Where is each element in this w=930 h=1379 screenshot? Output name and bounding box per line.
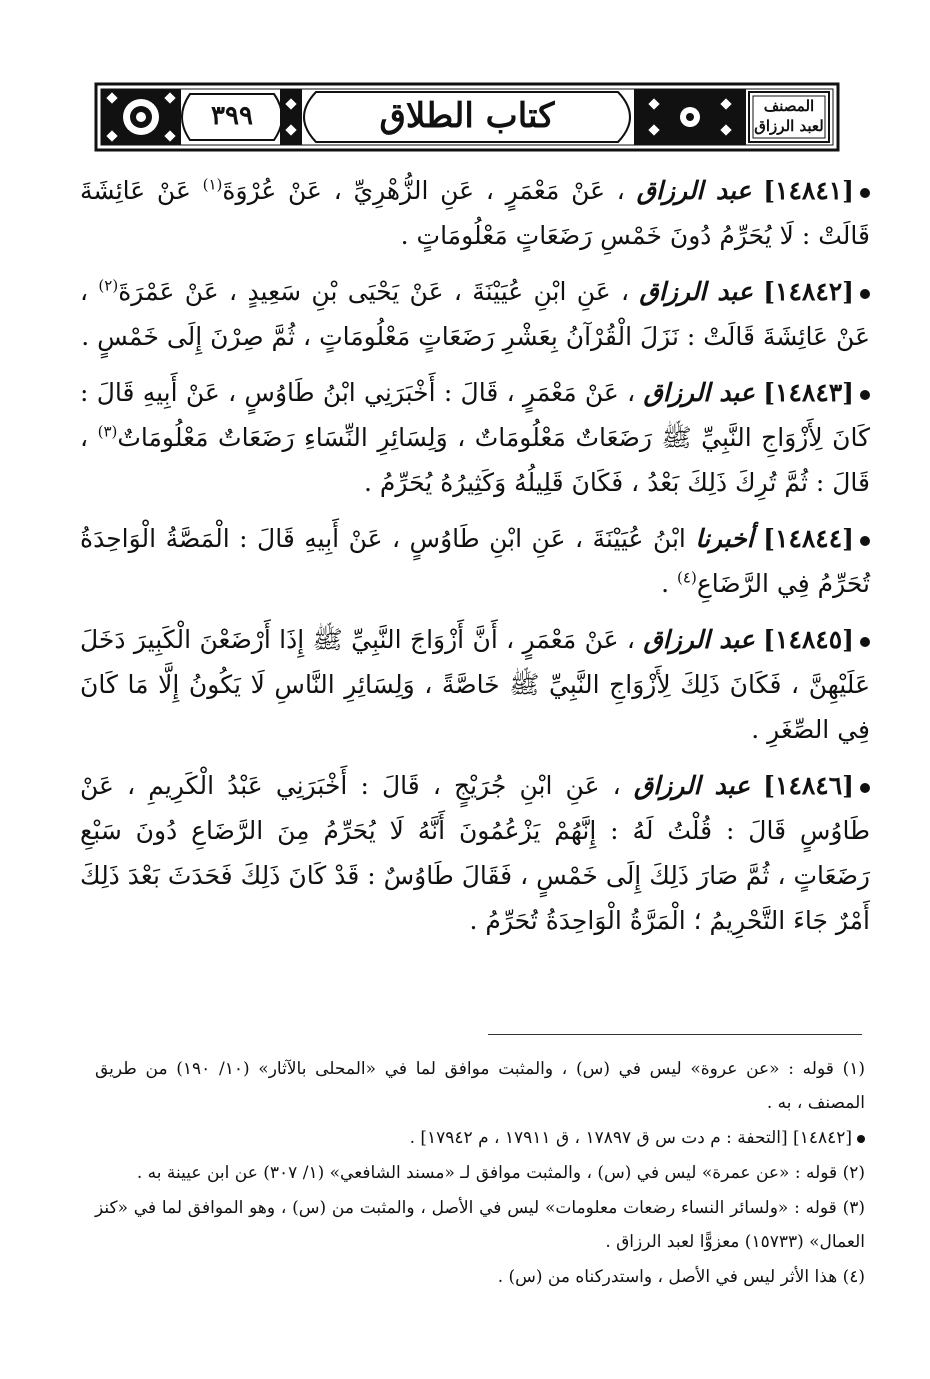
narrator-label: أخبرنا	[695, 524, 754, 553]
footnote	[95, 1260, 865, 1294]
bullet-icon	[857, 1135, 865, 1143]
footnote-cross-reference	[95, 1121, 865, 1155]
narrator-label: عبد الرزاق	[643, 625, 755, 654]
hadith-entry	[80, 763, 870, 943]
footnote-ref: (٣)	[97, 422, 118, 441]
hadith-text: ، عَنْ مَعْمَرٍ ، عَنِ الزُّهْرِيِّ ، عَنْ عُرْوَةَ	[222, 176, 637, 205]
footnote	[95, 1052, 865, 1120]
footnote-text: (٤) هذا الأثر ليس في الأصل ، واستدركناه من (س) .	[497, 1267, 865, 1287]
footnote-text: [١٤٨٤٢] [التحفة : م دت س ق ١٧٨٩٧ ، ق ١٧٩١١ ، م ١٧٩٤٢] .	[409, 1128, 852, 1148]
footnote-text: (١) قوله : «عن عروة» ليس في (س) ، والمثبت موافق لما في «المحلى بالآثار» (١٠/ ١٩٠) من طريق المصنف ، به .	[95, 1059, 865, 1113]
hadith-text: ، عَنِ ابْنِ عُيَيْنَةَ ، عَنْ يَحْيَى بْنِ سَعِيدٍ ، عَنْ عَمْرَةَ	[118, 277, 640, 306]
footnote-text: (٣) قوله : «ولسائر النساء رضعات معلومات» ليس في الأصل ، والمثبت من (س) ، وهو الموافق لما في «كنز العمال» (١٥٧٣٣) معزوًّا لعبد الرزاق .	[95, 1198, 865, 1252]
hadith-text-continued: .	[661, 569, 678, 598]
hadith-number: [١٤٨٤٤]	[763, 524, 854, 553]
bullet-icon	[860, 289, 870, 299]
narrator-label: عبد الرزاق	[636, 176, 752, 205]
narrator-label: عبد الرزاق	[639, 277, 753, 306]
hadith-text: ، عَنْ مَعْمَرٍ ، أَنَّ أَزْوَاجَ النَّبِيِّ ﷺ إِذَا أَرْضَعْنَ الْكَبِيرَ دَخَلَ عَلَيْهِنَّ ، فَكَانَ ذَلِكَ لِأَزْوَاجِ النَّبِيِّ ﷺ خَاصَّةً ، وَلِسَائِرِ النَّاسِ لَا يَكُونُ إِلَّا مَا كَانَ فِي الصِّغَرِ .	[80, 625, 870, 744]
hadith-entry	[80, 370, 870, 505]
bullet-icon	[860, 390, 870, 400]
footnote-divider	[488, 1034, 862, 1035]
footnote-ref: (١)	[202, 175, 223, 194]
hadith-text: ابْنُ عُيَيْنَةَ ، عَنِ ابْنِ طَاوُسٍ ، عَنْ أَبِيهِ قَالَ : الْمَصَّةُ الْوَاحِدَةُ تُحَرِّمُ فِي الرَّضَاعِ	[80, 524, 870, 598]
hadith-number: [١٤٨٤٥]	[763, 625, 854, 654]
hadith-entry	[80, 617, 870, 752]
footnote-ref: (٢)	[98, 276, 119, 295]
footnotes-section	[95, 1052, 865, 1295]
hadith-text: ، عَنِ ابْنِ جُرَيْجٍ ، قَالَ : أَخْبَرَنِي عَبْدُ الْكَرِيمِ ، عَنْ طَاوُسٍ قَالَ : قُلْتُ لَهُ : إِنَّهُمْ يَزْعُمُونَ أَنَّهُ لَا يُحَرِّمُ مِنَ الرَّضَاعِ دُونَ سَبْعِ رَضَعَاتٍ ، ثُمَّ صَارَ ذَلِكَ إِلَى خَمْسٍ ، فَقَالَ طَاوُسٌ : قَدْ كَانَ ذَلِكَ فَحَدَثَ بَعْدَ ذَلِكَ أَمْرٌ جَاءَ التَّحْرِيمُ ؛ الْمَرَّةُ الْوَاحِدَةُ تُحَرِّمُ .	[80, 771, 870, 935]
main-text	[80, 168, 870, 954]
hadith-entry	[80, 516, 870, 606]
narrator-label: عبد الرزاق	[633, 771, 751, 800]
hadith-entry	[80, 168, 870, 258]
hadith-text: ، عَنْ مَعْمَرٍ ، قَالَ : أَخْبَرَنِي ابْنُ طَاوُسٍ ، عَنْ أَبِيهِ قَالَ : كَانَ لِأَزْوَاجِ النَّبِيِّ ﷺ رَضَعَاتٌ مَعْلُومَاتٌ ، وَلِسَائِرِ النِّسَاءِ رَضَعَاتٌ مَعْلُومَاتٌ	[80, 378, 871, 452]
bullet-icon	[860, 536, 870, 546]
narrator-label: عبد الرزاق	[643, 378, 755, 407]
hadith-number: [١٤٨٤٢]	[763, 277, 855, 306]
footnote	[95, 1191, 865, 1259]
bullet-icon	[860, 188, 870, 198]
hadith-text-continued: ، قَالَ : ثُمَّ تُرِكَ ذَلِكَ بَعْدُ ، فَكَانَ قَلِيلُهُ وَكَثِيرُهُ يُحَرِّمُ .	[80, 423, 870, 497]
series-badge: المصنف لعبد الرزاق	[754, 97, 824, 135]
page-number: ٣٩٩	[211, 101, 253, 131]
footnote-ref: (٤)	[677, 568, 697, 587]
bullet-icon	[860, 637, 870, 647]
hadith-number: [١٤٨٤٦]	[763, 771, 854, 800]
hadith-text-continued: عَنْ عَائِشَةَ قَالَتْ : لَا يُحَرِّمُ دُونَ خَمْسِ رَضَعَاتٍ مَعْلُومَاتٍ .	[80, 176, 870, 250]
footnote-text: (٢) قوله : «عن عمرة» ليس في (س) ، والمثبت موافق لـ «مسند الشافعي» (١/ ٣٠٧) عن ابن عيينة به .	[136, 1163, 865, 1183]
bullet-icon	[860, 783, 870, 793]
chapter-title: كتاب الطلاق	[379, 96, 555, 136]
hadith-entry	[80, 269, 870, 359]
footnote	[95, 1156, 865, 1190]
hadith-number: [١٤٨٤١]	[763, 176, 855, 205]
hadith-number: [١٤٨٤٣]	[763, 378, 855, 407]
hadith-text-continued: ، عَنْ عَائِشَةَ قَالَتْ : نَزَلَ الْقُرْآنُ بِعَشْرِ رَضَعَاتٍ مَعْلُومَاتٍ ، ثُمَّ صِرْنَ إِلَى خَمْسٍ .	[80, 277, 870, 351]
page-header	[94, 82, 840, 154]
